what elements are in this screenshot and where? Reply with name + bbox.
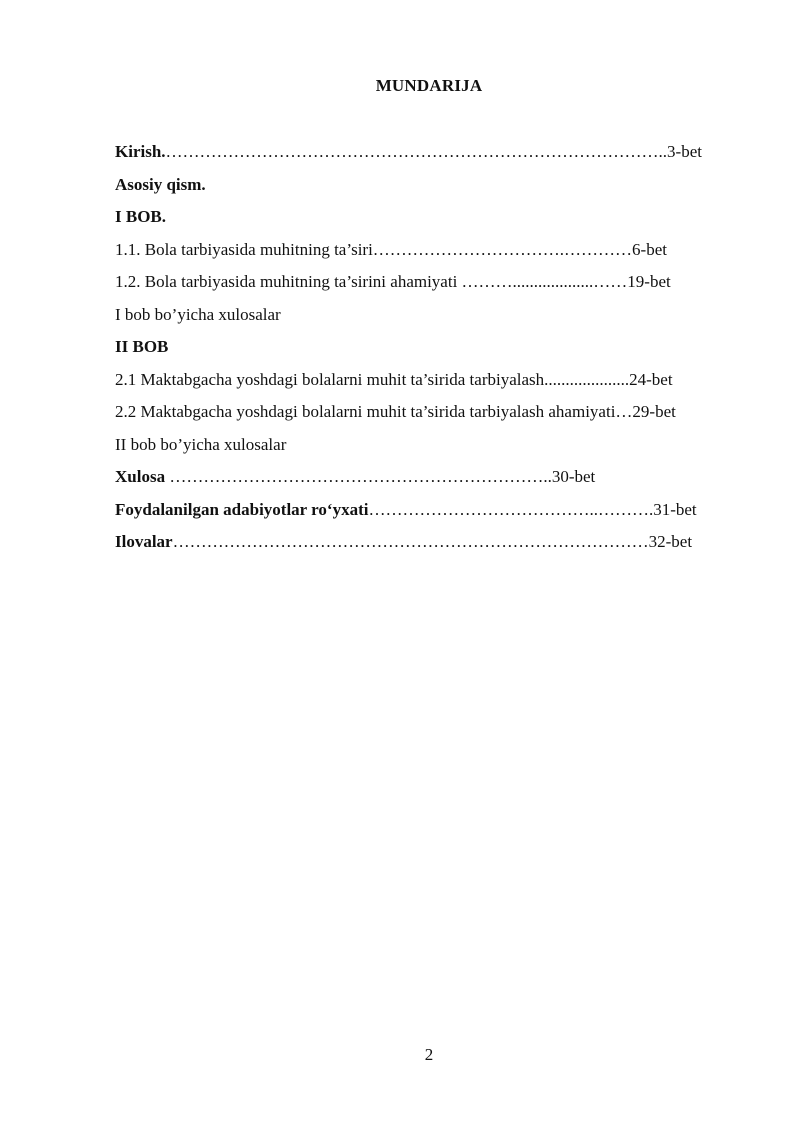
toc-entry-label: Kirish. xyxy=(115,142,166,161)
page-title: MUNDARIJA xyxy=(375,76,483,95)
toc-entry-bob-1-xulosa xyxy=(115,305,741,338)
toc-entry-kirish xyxy=(115,142,741,175)
toc-entry-text: 1.1. Bola tarbiyasida muhitning ta’siri…………………………….…………6-bet xyxy=(115,239,667,259)
toc-entry-2-2 xyxy=(115,402,741,435)
toc-entry-leader: …………………………………………………………..30-bet xyxy=(165,467,596,486)
toc-entry-adabiyotlar xyxy=(115,500,741,533)
toc-entry-text: II bob bo’yicha xulosalar xyxy=(115,434,287,454)
toc-entry-asosiy-qism xyxy=(115,175,741,208)
toc-entry-bob-2 xyxy=(115,337,741,370)
toc-entry-leader: …………………………………..……….31-bet xyxy=(368,499,697,519)
toc-entry-2-1 xyxy=(115,370,741,403)
toc-entry-leader: ……………………………………………………………………………..3-bet xyxy=(165,142,702,161)
toc-entry-label: Xulosa xyxy=(115,467,166,486)
toc-entry-text: 2.1 Maktabgacha yoshdagi bolalarni muhit ta’sirida tarbiyalash....................24-bet xyxy=(115,369,673,389)
toc-entry-bob-1 xyxy=(115,207,741,240)
toc-entry-text: 2.2 Maktabgacha yoshdagi bolalarni muhit ta’sirida tarbiyalash ahamiyati…29-bet xyxy=(115,402,676,421)
toc-entry-label: I BOB. xyxy=(115,207,167,226)
table-of-contents xyxy=(115,142,741,565)
toc-entry-text: 1.2. Bola tarbiyasida muhitning ta’sirini ahamiyati ………...................……19-bet xyxy=(115,272,671,291)
toc-entry-1-1 xyxy=(115,240,741,273)
toc-entry-text: I bob bo’yicha xulosalar xyxy=(115,304,281,324)
page-number: 2 xyxy=(424,1045,434,1064)
toc-entry-label: Ilovalar xyxy=(115,532,173,551)
toc-entry-label: II BOB xyxy=(115,337,169,356)
toc-entry-xulosa xyxy=(115,467,741,500)
toc-entry-label: Asosiy qism. xyxy=(115,174,206,194)
toc-entry-1-2 xyxy=(115,272,741,305)
toc-entry-label: Foydalanilgan adabiyotlar ro‘yxati xyxy=(115,499,369,519)
toc-entry-leader: …………………………………………………………………………32-bet xyxy=(172,532,693,551)
toc-entry-bob-2-xulosa xyxy=(115,435,741,468)
toc-entry-ilovalar xyxy=(115,532,741,565)
